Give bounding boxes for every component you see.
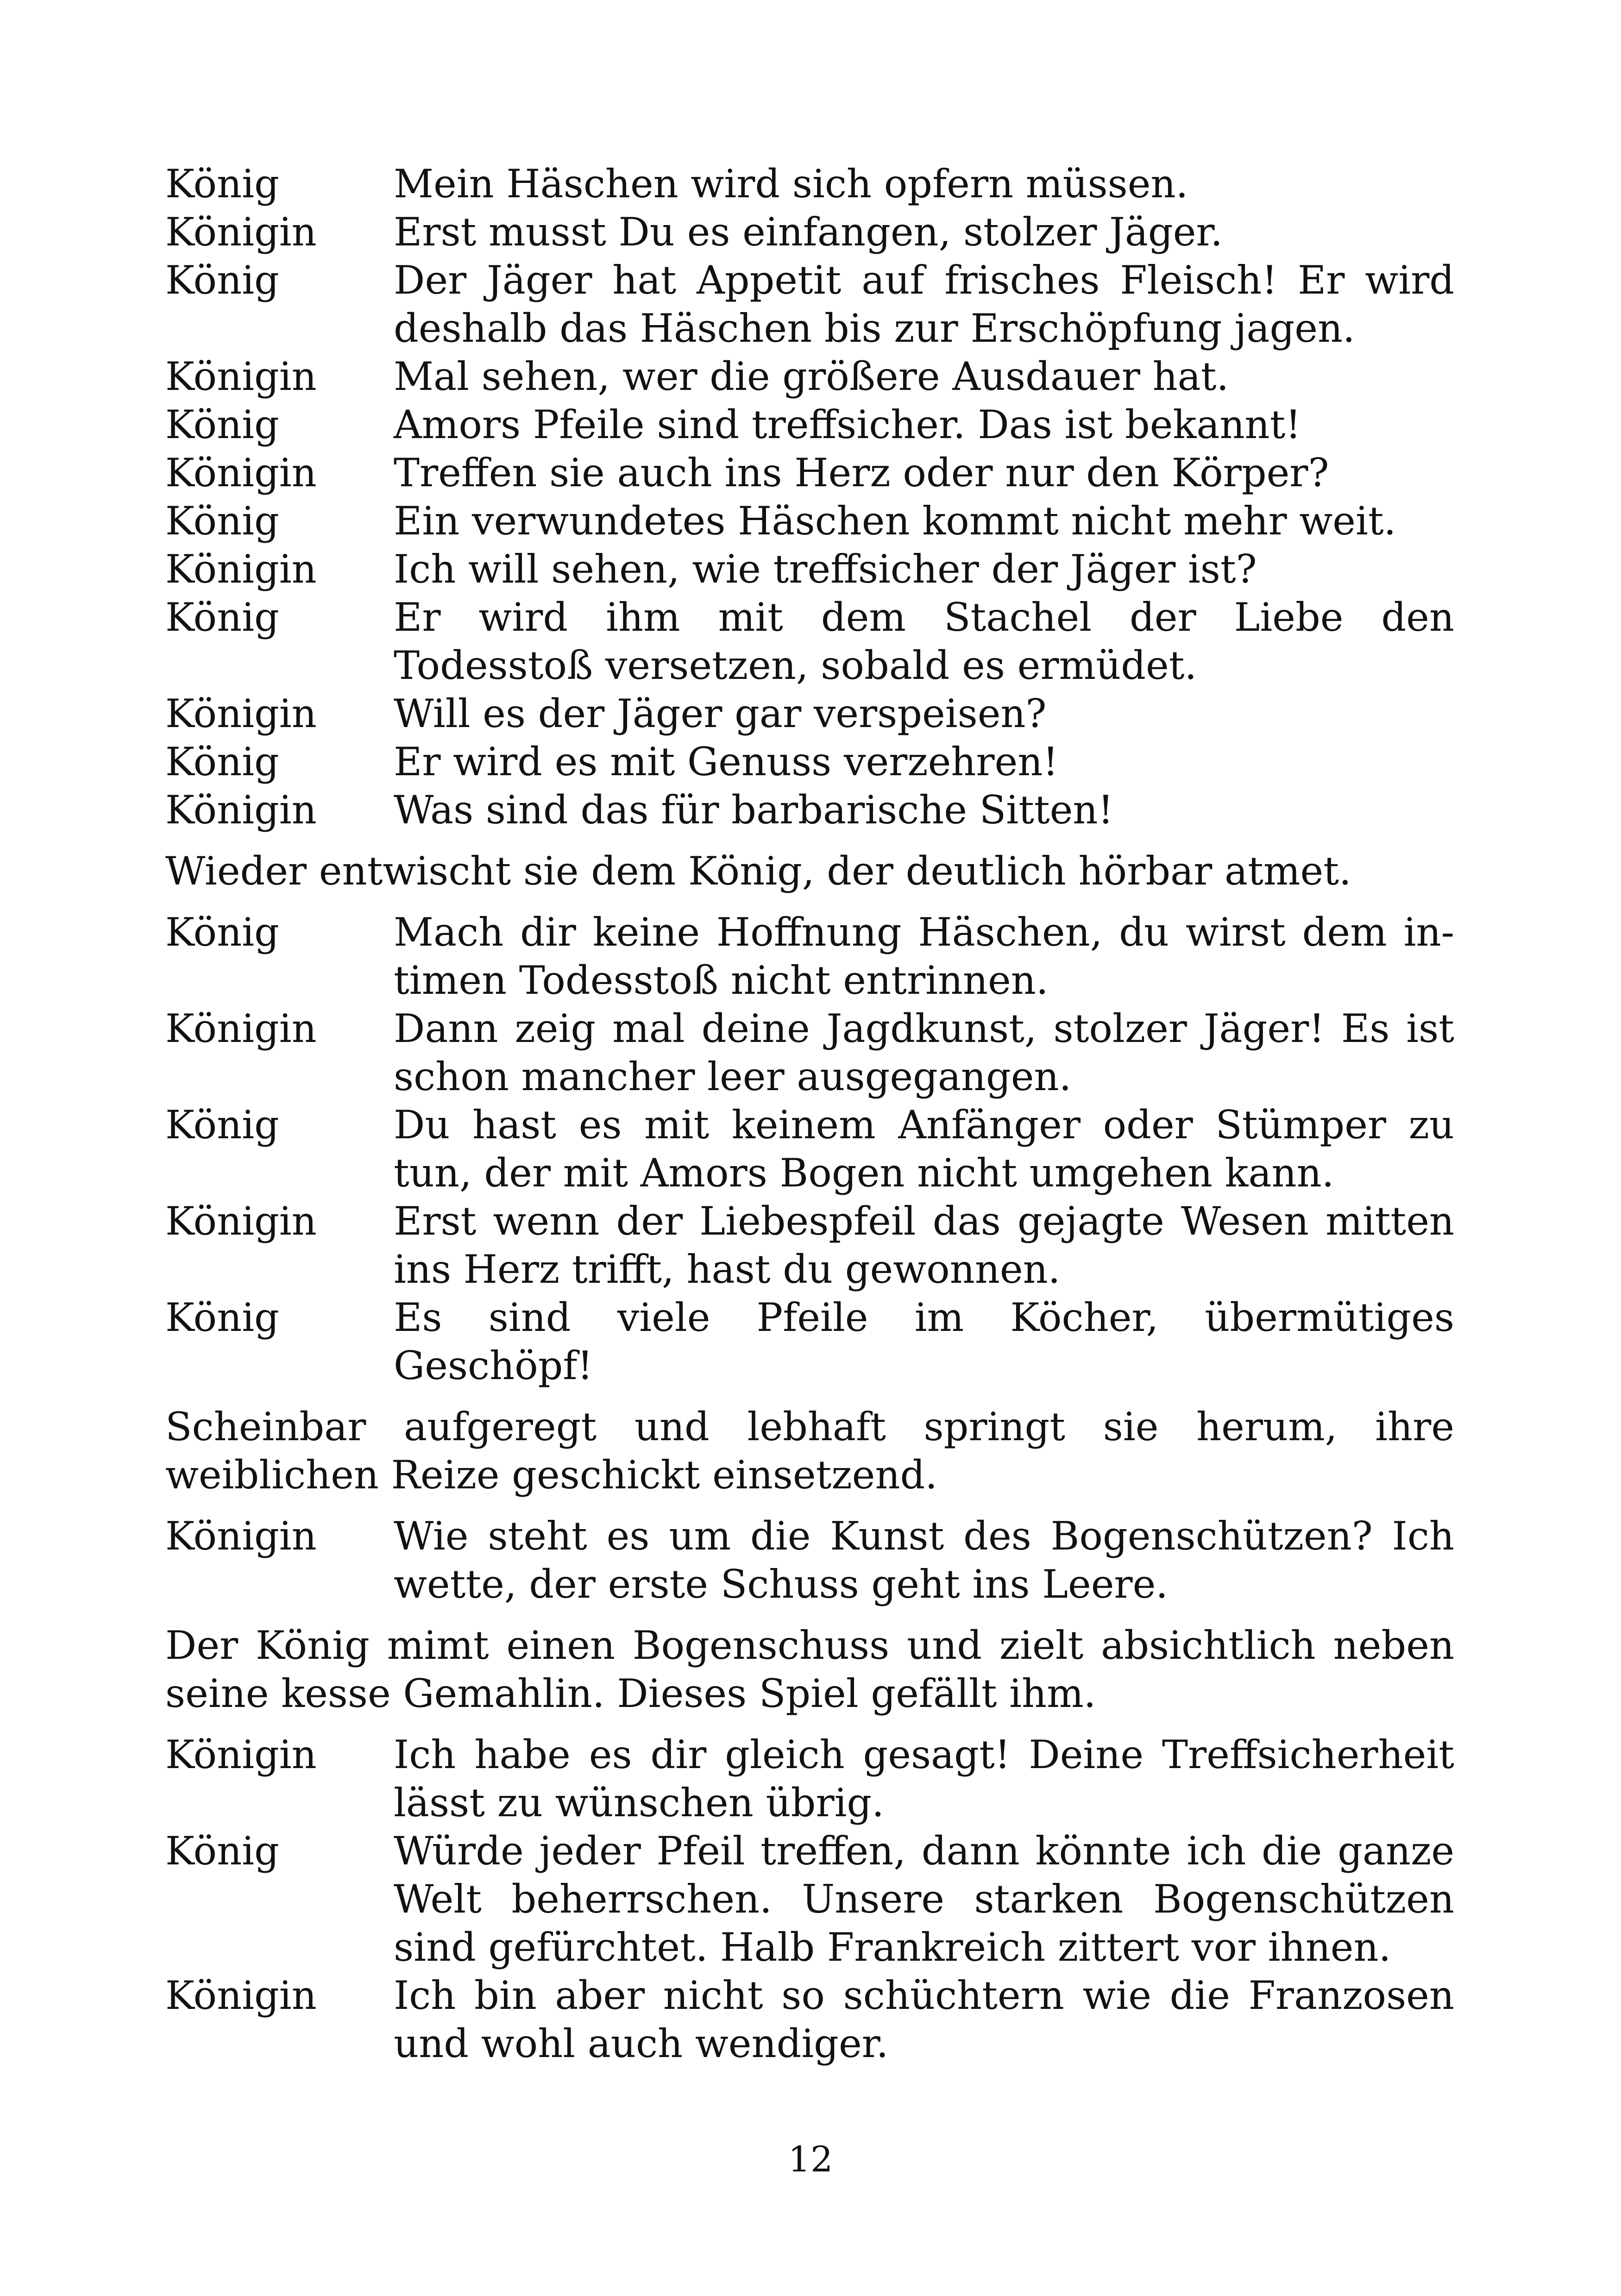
page-number: 12 <box>788 2139 833 2180</box>
speaker-name: König <box>165 1828 279 1874</box>
speaker-name: König <box>165 498 279 544</box>
dialog-text: Erst wenn der Liebespfeil das gejagte Wesen mitten ins Herz trifft, hast du gewonnen. <box>394 1198 1454 1292</box>
dialog-line <box>165 352 1454 401</box>
dialog-text: Mal sehen, wer die größere Ausdauer hat. <box>394 354 1229 399</box>
dialog-line <box>165 1101 1454 1197</box>
stage-direction: Der König mimt einen Bogenschuss und zielt absichtlich neben seine kesse Gemahlin. Dieses Spiel gefällt ihm. <box>165 1623 1454 1716</box>
dialog-text: Du hast es mit keinem Anfänger oder Stümper zu tun, der mit Amors Bogen nicht umgehen kann. <box>394 1102 1454 1196</box>
dialog-text: Ich bin aber nicht so schüchtern wie die Franzosen und wohl auch wendiger. <box>394 1973 1454 2066</box>
stage-direction: Scheinbar aufgeregt und lebhaft springt sie herum, ihre weiblichen Reize geschickt einsetzend. <box>165 1404 1454 1498</box>
speaker-name: König <box>165 910 279 955</box>
speaker-name: König <box>165 1295 279 1340</box>
dialog-line <box>165 1004 1454 1101</box>
dialog-text: Er wird ihm mit dem Stachel der Liebe den Todesstoß versetzen, sobald es ermüdet. <box>394 595 1454 688</box>
dialog-text: Ich habe es dir gleich gesagt! Deine Treffsicherheit lässt zu wünschen übrig. <box>394 1732 1454 1826</box>
dialog-line <box>165 1293 1454 1390</box>
speaker-name: Königin <box>165 1973 317 2018</box>
page-text-body <box>165 160 1454 2068</box>
speaker-name: Königin <box>165 354 317 399</box>
speaker-name: Königin <box>165 787 317 833</box>
dialog-line <box>165 908 1454 1004</box>
speaker-name: König <box>165 402 279 447</box>
dialog-text: Er wird es mit Genuss verzehren! <box>394 739 1059 784</box>
speaker-name: Königin <box>165 546 317 592</box>
dialog-text: Was sind das für barbarische Sitten! <box>394 787 1114 833</box>
speaker-name: König <box>165 161 279 207</box>
dialog-line <box>165 738 1454 786</box>
dialog-line <box>165 256 1454 352</box>
dialog-line <box>165 497 1454 545</box>
dialog-text: Amors Pfeile sind treffsicher. Das ist bekannt! <box>394 402 1301 447</box>
dialog-line <box>165 1512 1454 1608</box>
dialog-text: Ein verwundetes Häschen kommt nicht mehr weit. <box>394 498 1396 544</box>
speaker-name: Königin <box>165 450 317 496</box>
dialog-line <box>165 786 1454 834</box>
dialog-line <box>165 593 1454 690</box>
dialog-line <box>165 208 1454 256</box>
dialog-text: Treffen sie auch ins Herz oder nur den Körper? <box>394 450 1329 496</box>
speaker-name: Königin <box>165 1732 317 1777</box>
speaker-name: Königin <box>165 691 317 736</box>
dialog-text: Ich will sehen, wie treffsicher der Jäger ist? <box>394 546 1257 592</box>
dialog-text: Dann zeig mal deine Jagdkunst, stolzer Jäger! Es ist schon mancher leer ausgegangen. <box>394 1006 1454 1099</box>
dialog-text: Will es der Jäger gar verspeisen? <box>394 691 1047 736</box>
dialog-line <box>165 1197 1454 1293</box>
speaker-name: Königin <box>165 209 317 255</box>
dialog-line <box>165 160 1454 208</box>
dialog-text: Der Jäger hat Appetit auf frisches Fleisch! Er wird deshalb das Häschen bis zur Erschöpfung jagen. <box>394 257 1454 351</box>
speaker-name: Königin <box>165 1513 317 1559</box>
stage-direction: Wieder entwischt sie dem König, der deutlich hörbar atmet. <box>165 848 1351 894</box>
speaker-name: König <box>165 595 279 640</box>
dialog-line <box>165 690 1454 738</box>
speaker-name: Königin <box>165 1006 317 1051</box>
speaker-name: König <box>165 1102 279 1148</box>
dialog-line <box>165 545 1454 593</box>
dialog-line <box>165 1971 1454 2068</box>
dialog-text: Mach dir keine Hoffnung Häschen, du wirst dem intimen Todesstoß nicht entrinnen. <box>394 910 1454 1003</box>
dialog-text: Es sind viele Pfeile im Köcher, übermütiges Geschöpf! <box>394 1295 1454 1388</box>
speaker-name: Königin <box>165 1198 317 1244</box>
dialog-text: Wie steht es um die Kunst des Bogenschützen? Ich wette, der erste Schuss geht ins Leere. <box>394 1513 1454 1607</box>
dialog-line <box>165 1731 1454 1827</box>
dialog-text: Mein Häschen wird sich opfern müssen. <box>394 161 1188 207</box>
speaker-name: König <box>165 739 279 784</box>
dialog-line <box>165 449 1454 497</box>
dialog-line <box>165 1827 1454 1971</box>
speaker-name: König <box>165 257 279 303</box>
dialog-line <box>165 401 1454 449</box>
dialog-text: Würde jeder Pfeil treffen, dann könnte ich die ganze Welt beherrschen. Unsere starken Bogenschützen sind gefürchtet. Halb Frankreich zittert vor ihnen. <box>394 1828 1454 1970</box>
dialog-text: Erst musst Du es einfangen, stolzer Jäger. <box>394 209 1223 255</box>
